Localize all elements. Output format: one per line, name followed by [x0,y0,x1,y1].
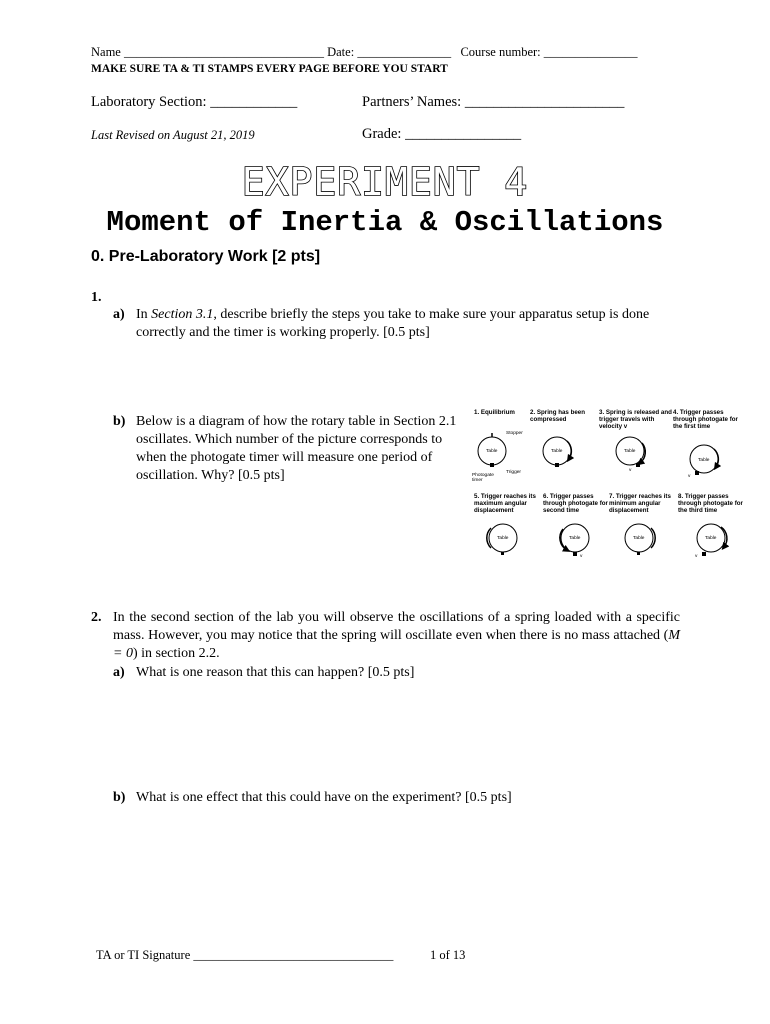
name-label: Name [91,45,121,59]
question-1a-text [136,306,676,342]
question-1b-text: Below is a diagram of how the rotary table in Section 2.1 oscillates. Which number of the picture corresponds to when the photogate timer will measure one period of oscillation. Why? [0.5 pts] [136,414,457,483]
page-number: 1 of 13 [430,948,466,962]
state-6-circle [560,524,589,559]
q2-intro-pre: In the second section of the lab you will observe the oscillations of a spring loaded with a specific mass. However, you may notice that the spring will oscillate even when there is no mass attached ( [113,610,680,643]
caption-8: 8. Trigger passes through photogate for the third time [678,493,743,514]
table-label-1: Table [486,449,498,454]
course-label: Course number: [460,45,541,59]
question-2a-label: a) [113,665,125,680]
partners-field[interactable]: ______________________ [464,94,625,110]
partners-label: Partners’ Names: [362,94,462,110]
grade-field[interactable]: ________________ [405,126,522,142]
question-1b-label: b) [113,414,126,429]
experiment-title: EXPERIMENT 4 [241,160,529,204]
grade-label: Grade: [362,126,402,142]
q1a-ref: Section 3.1 [151,307,214,322]
question-1a-label: a) [113,307,125,322]
table-label-8: Table [705,536,717,541]
course-field[interactable]: _______________ [543,45,638,59]
stamp-notice: MAKE SURE TA & TI STAMPS EVERY PAGE BEFORE YOU START [91,63,448,75]
revised-date: Last Revised on August 21, 2019 [91,128,255,142]
v-label-4: v [688,474,691,479]
experiment-subtitle: Moment of Inertia & Oscillations [106,206,664,239]
question-2b-label: b) [113,790,126,805]
stopper-label: Stopper [506,431,523,436]
signature-line [96,948,393,963]
v-label-6: v [580,554,583,559]
table-label-4: Table [698,458,710,463]
table-label-6: Table [569,536,581,541]
table-label-2: Table [551,449,563,454]
table-label-5: Table [497,536,509,541]
date-label: Date: [327,45,355,59]
question-2a-text: What is one reason that this can happen? [0.5 pts] [136,665,415,680]
lab-section-line [91,94,297,111]
state-8-circle [695,524,727,559]
q2-intro-math: M = 0 [113,628,680,661]
q1a-post: , describe briefly the steps you take to make sure your apparatus setup is done correctly and the timer is working properly. [0.5 pts] [136,307,650,340]
signature-label: TA or TI Signature [96,948,191,962]
v-label-8: v [695,554,698,559]
caption-5: 5. Trigger reaches its maximum angular displacement [474,493,536,514]
state-2-circle [543,437,571,467]
caption-7: 7. Trigger reaches its minimum angular displacement [609,493,671,514]
v-label-3: v [629,468,632,473]
rotary-table-diagram [470,405,748,565]
state-3-circle [616,437,645,473]
caption-4: 4. Trigger passes through photogate for the first time [673,409,738,430]
state-7-circle [625,524,655,555]
oscillation-diagram-svg [470,405,748,565]
caption-3: 3. Spring is released and trigger travels with velocity v [599,409,672,430]
caption-2: 2. Spring has been compressed [530,409,586,423]
grade-line [362,126,521,143]
state-5-circle [487,524,517,555]
question-1-number: 1. [91,290,102,305]
signature-field[interactable]: ________________________________ [193,948,394,962]
caption-6: 6. Trigger passes through photogate for second time [543,493,608,514]
caption-1: 1. Equilibrium [474,409,515,416]
state-4-circle [688,445,718,479]
name-field[interactable]: ________________________________ [123,45,324,59]
date-field[interactable]: _______________ [357,45,452,59]
trigger-label: Trigger [506,470,522,475]
table-label-3: Table [624,449,636,454]
lab-section-label: Laboratory Section: [91,94,207,110]
q2-intro-post: ) in section 2.2. [132,646,220,661]
name-line [91,45,638,60]
section-heading: 0. Pre-Laboratory Work [2 pts] [91,248,321,265]
state-1-circle [472,430,523,483]
q1a-pre: In [136,307,152,322]
question-2b-text: What is one effect that this could have on the experiment? [0.5 pts] [136,790,512,805]
lab-section-field[interactable]: ____________ [210,94,298,110]
photogate-label: Photogate timer [472,473,494,483]
partners-line [362,94,624,111]
question-2-intro [113,609,680,663]
question-2-number: 2. [91,610,102,625]
table-label-7: Table [633,536,645,541]
